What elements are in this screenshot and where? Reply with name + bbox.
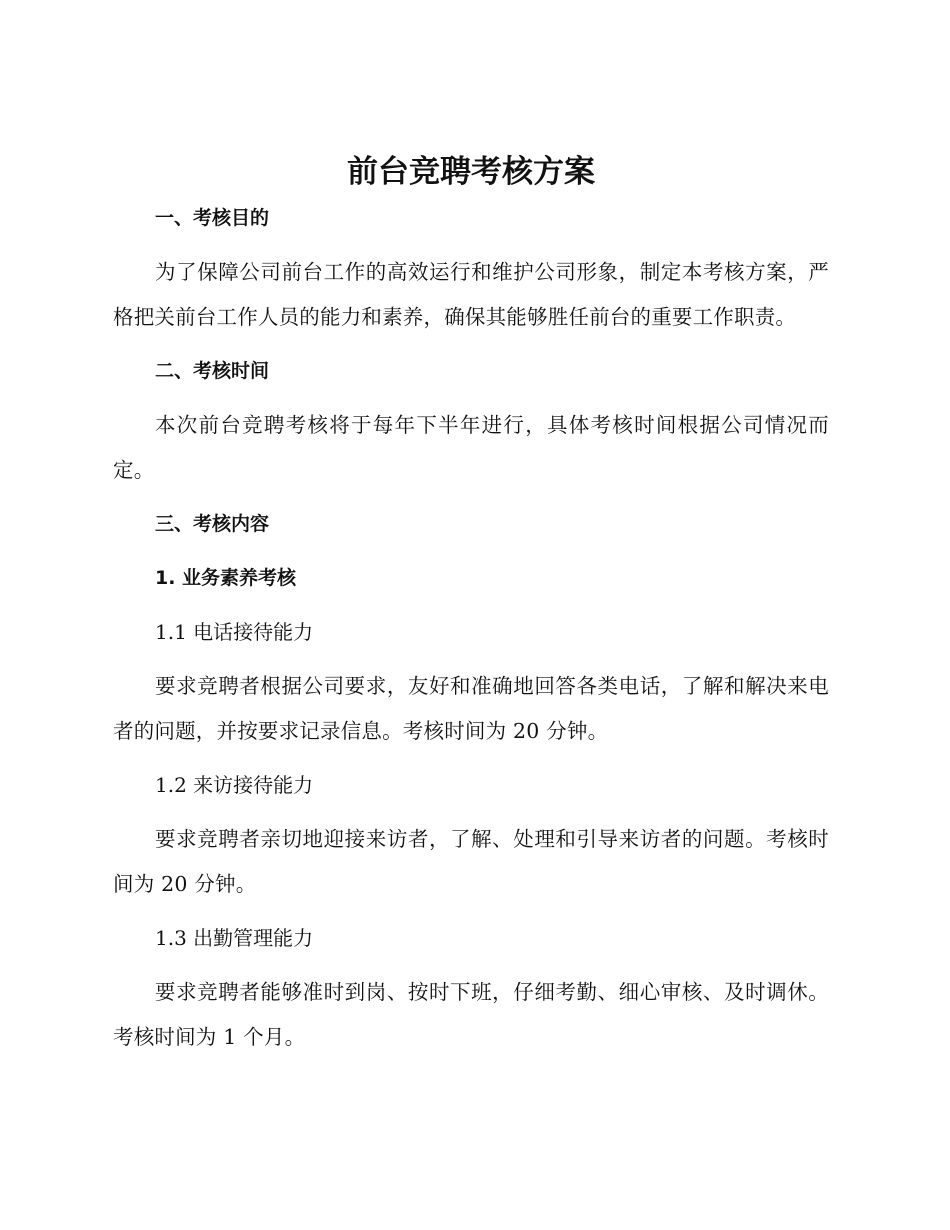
- subsection-heading-business: 1. 业务素养考核: [155, 567, 297, 589]
- section-heading-time: 二、考核时间: [155, 360, 270, 382]
- document-page: [113, 150, 829, 1069]
- section-heading-content: 三、考核内容: [155, 513, 270, 535]
- item-text-attendance: 要求竞聘者能够准时到岗、按时下班，仔细考勤、细心审核、及时调休。考核时间为 1 个月。: [113, 980, 829, 1049]
- item-heading-phone: 1.1 电话接待能力: [155, 620, 314, 644]
- document-title: 前台竞聘考核方案: [347, 154, 595, 190]
- section-text-purpose: 为了保障公司前台工作的高效运行和维护公司形象，制定本考核方案，严格把关前台工作人员的能力和素养，确保其能够胜任前台的重要工作职责。: [113, 260, 829, 329]
- item-heading-visitor: 1.2 来访接待能力: [155, 773, 314, 797]
- section-heading-purpose: 一、考核目的: [155, 207, 270, 229]
- item-text-visitor: 要求竞聘者亲切地迎接来访者，了解、处理和引导来访者的问题。考核时间为 20 分钟。: [113, 827, 829, 896]
- item-heading-attendance: 1.3 出勤管理能力: [155, 926, 314, 950]
- item-text-phone: 要求竞聘者根据公司要求，友好和准确地回答各类电话，了解和解决来电者的问题，并按要求记录信息。考核时间为 20 分钟。: [113, 674, 829, 743]
- section-text-time: 本次前台竞聘考核将于每年下半年进行，具体考核时间根据公司情况而定。: [113, 413, 829, 482]
